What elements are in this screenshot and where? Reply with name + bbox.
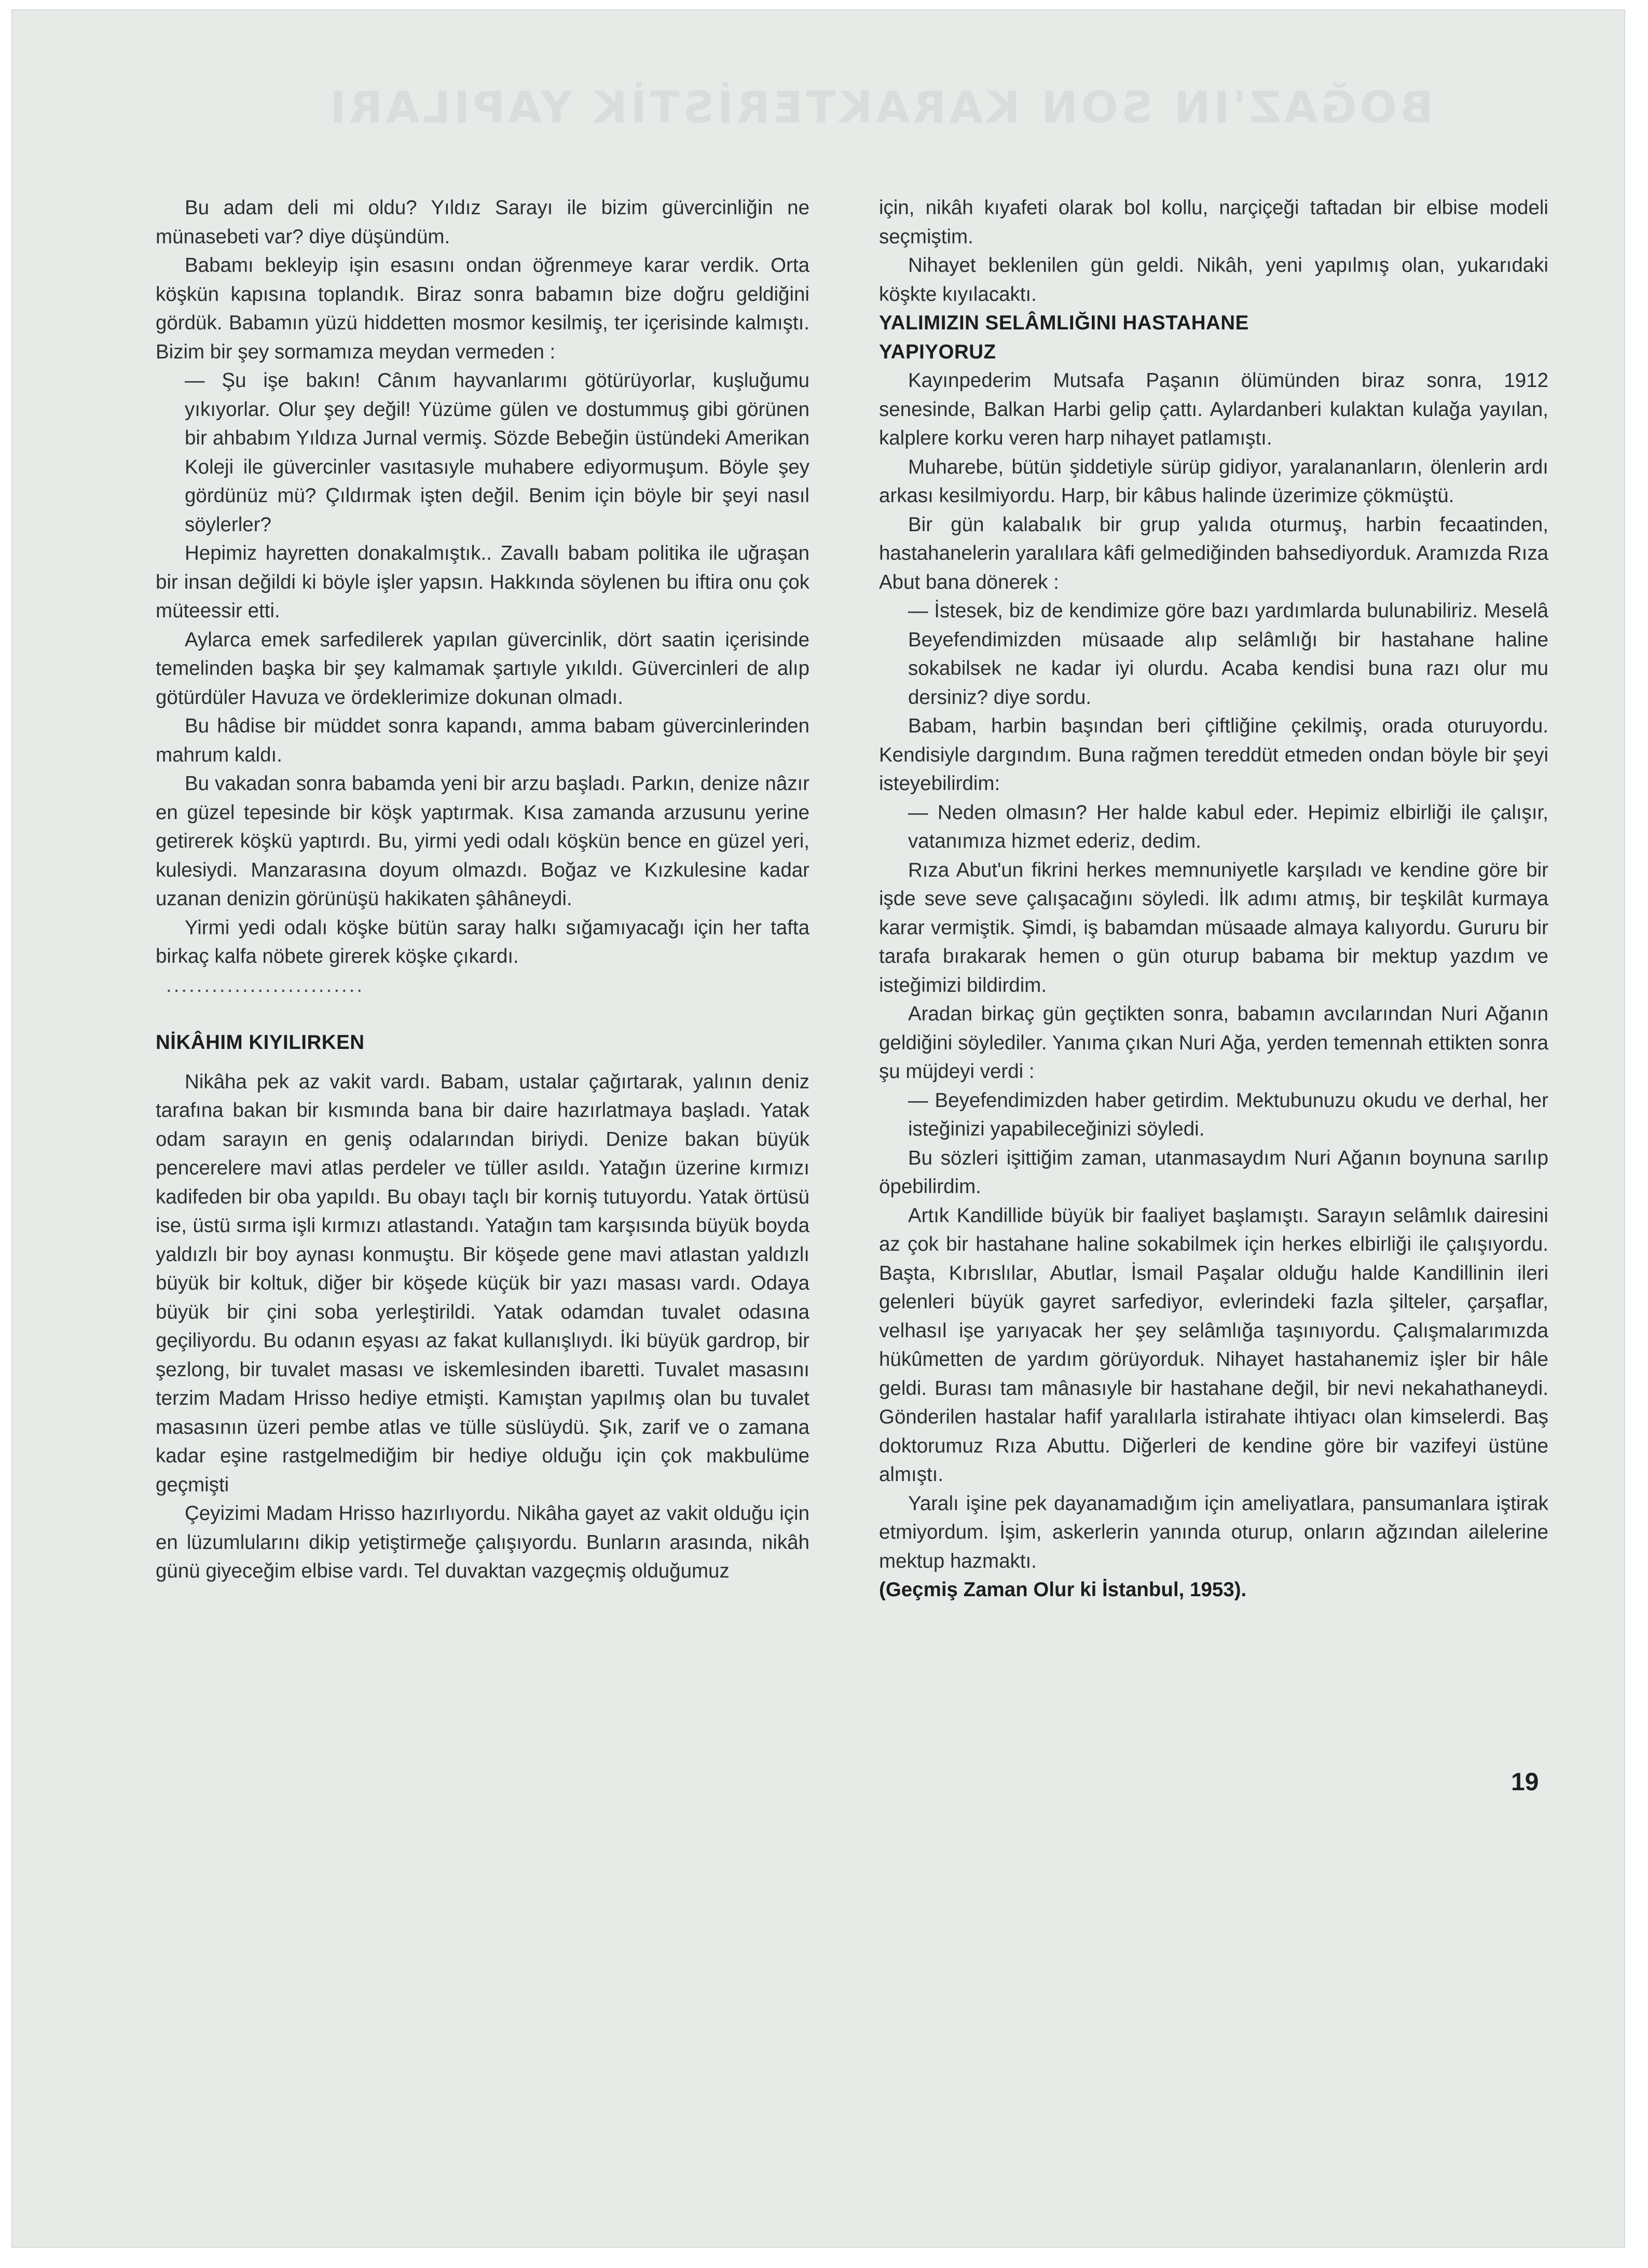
source-citation: (Geçmiş Zaman Olur ki İstanbul, 1953).: [879, 1579, 1247, 1601]
paragraph: Bu adam deli mi oldu? Yıldız Sarayı ile bizim güvercinliğin ne münasebeti var? diye düşündüm.: [156, 197, 809, 248]
paragraph: Çeyizimi Madam Hrisso hazırlıyordu. Nikâha gayet az vakit olduğu için en lüzumlularını dikip yetiştirmeğe çalışıyordu. Bunların arasında, nikâh günü giyeceğim elbise vardı. Tel duvaktan vazgeçmiş olduğumuz: [156, 1502, 809, 1582]
paragraph: Aradan birkaç gün geçtikten sonra, babamın avcılarından Nuri Ağanın geldiğini söylediler. Yanıma çıkan Nuri Ağa, yerden temennah ettikten sonra şu müjdeyi verdi :: [879, 1003, 1548, 1083]
paragraph: Babamı bekleyip işin esasını ondan öğrenmeye karar verdik. Orta köşkün kapısına toplandık. Biraz sonra babamın bize doğru geldiğini gördük. Babamın yüzü hiddetten mosmor kesilmiş, ter içerisinde kalmıştı. Bizim bir şey sormamıza meydan vermeden :: [156, 254, 809, 363]
spacer: [156, 1057, 809, 1068]
paragraph: Yaralı işine pek dayanamadığım için ameliyatlara, pansumanlara iştirak etmiyordum. İşim, askerlerin yanında oturup, onların ağzından ailelerine mektup hazmaktı.: [879, 1492, 1548, 1572]
dotted-separator: ..........................: [166, 974, 365, 997]
paragraph: Bir gün kalabalık bir grup yalıda oturmuş, harbin fecaatinden, hastahanelerin yaralılara kâfi gelmediğinden bahsediyorduk. Aramızda Rıza Abut bana dönerek :: [879, 513, 1548, 593]
dialogue-paragraph: — İstesek, biz de kendimize göre bazı yardımlarda bulunabiliriz. Meselâ Beyefendimizden müsaade alıp selâmlığı bir hastahane haline sokabilsek ne kadar iyi olurdu. Acaba kendisi buna razı olur mu dersiniz? diye sordu.: [908, 600, 1548, 709]
paragraph: Artık Kandillide büyük bir faaliyet başlamıştı. Sarayın selâmlık dairesini az çok bir hastahane haline sokabilmek için herkes elbirliği ile çalışıyordu. Başta, Kıbrıslılar, Abutlar, İsmail Paşalar olduğu halde Kandillinin ileri gelenleri büyük gayret sarfediyor, evlerindeki fazla şilteler, çarşaflar, velhasıl işe yarıyacak her şey selâmlığa taşınıyordu. Çalışmalarımızda hükûmetten de yardım görüyorduk. Nihayet hastahanemiz işler bir hâle geldi. Burası tam mânasıyle bir hastahane değil, bir nevi nekahathaneydi. Gönderilen hastalar hafif yaralılarla istirahate ihtiyacı olan kimselerdi. Baş doktorumuz Rıza Abuttu. Diğerleri de kendine göre bir vazifeyi üstüne almıştı.: [879, 1204, 1548, 1486]
paragraph: Hepimiz hayretten donakalmıştık.. Zavallı babam politika ile uğraşan bir insan değildi ki böyle işler yapsın. Hakkında söylenen bu iftira onu çok müteessir etti.: [156, 542, 809, 622]
section-heading-line-1: YALIMIZIN SELÂMLIĞINI HASTAHANE: [879, 312, 1249, 334]
dialogue-paragraph: — Neden olmasın? Her halde kabul eder. Hepimiz elbirliği ile çalışır, vatanımıza hizmet ederiz, dedim.: [908, 801, 1548, 852]
dialogue-paragraph: — Beyefendimizden haber getirdim. Mektubunuzu okudu ve derhal, her isteğinizi yapabileceğinizi söyledi.: [908, 1089, 1548, 1140]
paragraph: Rıza Abut'un fikrini herkes memnuniyetle karşıladı ve kendine göre bir işde seve seve çalışacağını söyledi. İlk adımı atmış, bir teşkilât kurmaya karar vermiştik. Şimdi, iş babamdan müsaade almaya kalıyordu. Gururu bir tarafa bırakarak hemen o gün oturup babama bir mektup yazdım ve isteğimizi bildirdim.: [879, 859, 1548, 997]
spacer: [156, 1000, 809, 1028]
paragraph: Babam, harbin başından beri çiftliğine çekilmiş, orada oturuyordu. Kendisiyle dargındım. Buna rağmen tereddüt etmeden ondan böyle bir şeyi isteyebilirdim:: [879, 715, 1548, 795]
paragraph: Muharebe, bütün şiddetiyle sürüp gidiyor, yaralananların, ölenlerin ardı arkası kesilmiyordu. Harp, bir kâbus halinde üzerimize çökmüştü.: [879, 455, 1548, 507]
right-column: [879, 193, 1548, 1605]
paragraph: Aylarca emek sarfedilerek yapılan güvercinlik, dört saatin içerisinde temelinden başka bir şey kalmamak şartıyle yıkıldı. Güvercinleri de alıp götürdüler Havuza ve ördeklerimize dokunan olmadı.: [156, 628, 809, 709]
paragraph: Yirmi yedi odalı köşke bütün saray halkı sığamıyacağı için her tafta birkaç kalfa nöbete girerek köşke çıkardı.: [156, 916, 809, 967]
paragraph: Nikâha pek az vakit vardı. Babam, ustalar çağırtarak, yalının deniz tarafına bakan bir kısmında bana bir daire hazırlatmaya başladı. Yatak odam sarayın en geniş odalarından biriydi. Denize bakan büyük pencerelere mavi atlas perdeler ve tüller asıldı. Yatağın üzerine kırmızı kadifeden bir oba yapıldı. Bu obayı taçlı bir korniş tutuyordu. Yatak örtüsü ise, üstü sırma işli kırmızı atlastandı. Yatağın tam karşısında büyük boyda yaldızlı bir boy aynası konmuştu. Bir köşede gene mavi atlastan yaldızlı büyük bir koltuk, diğer bir köşede küçük bir yazı masası vardı. Odaya büyük bir çini soba yerleştirildi. Yatak odamdan tuvalet odasına geçiliyordu. Bu odanın eşyası az fakat kullanışlıydı. İki büyük gardrop, bir şezlong, bir tuvalet masası ve iskemlesinden ibaretti. Tuvalet masasını terzim Madam Hrisso hediye etmişti. Kamıştan yapılmış olan bu tuvalet masasının üzeri pembe atlas ve tülle süslüydü. Şık, zarif ve o zamana kadar eşine rastgelmediğim bir hediye olduğu için çok makbulüme geçmişti: [156, 1070, 809, 1496]
magazine-page: [11, 9, 1625, 2248]
section-heading: NİKÂHIM KIYILIRKEN: [156, 1031, 365, 1054]
section-heading-line-2: YAPIYORUZ: [879, 340, 996, 363]
page-number: 19: [1511, 1768, 1539, 1796]
paragraph: Bu vakadan sonra babamda yeni bir arzu başladı. Parkın, denize nâzır en güzel tepesinde bir köşk yaptırmak. Kısa zamanda arzusunu yerine getirerek köşkü yaptırdı. Bu, yirmi yedi odalı köşkün bence en güzel yeri, kulesiydi. Manzarasına doyum olmazdı. Boğaz ve Kızkulesine kadar uzanan denizin görünüşü hakikaten şâhâneydi.: [156, 772, 809, 910]
dialogue-paragraph: — Şu işe bakın! Cânım hayvanlarımı götürüyorlar, kuşluğumu yıkıyorlar. Olur şey değil! Yüzüme gülen ve dostummuş gibi görünen bir ahbabım Yıldıza Jurnal vermiş. Sözde Bebeğin üstündeki Amerikan Koleji ile güvercinler vasıtasıyle muhabere ediyormuşum. Böyle şey gördünüz mü? Çıldırmak işten değil. Benim için böyle bir şeyi nasıl söylerler?: [185, 369, 809, 536]
left-column: [156, 193, 809, 1586]
paragraph: Bu sözleri işittiğim zaman, utanmasaydım Nuri Ağanın boynuna sarılıp öpebilirdim.: [879, 1146, 1548, 1198]
paragraph: için, nikâh kıyafeti olarak bol kollu, narçiçeği taftadan bir elbise modeli seçmiştim.: [879, 197, 1548, 248]
paragraph: Bu hâdise bir müddet sonra kapandı, amma babam güvercinlerinden mahrum kaldı.: [156, 715, 809, 766]
paragraph: Nihayet beklenilen gün geldi. Nikâh, yeni yapılmış olan, yukarıdaki köşkte kıyılacaktı.: [879, 254, 1548, 306]
paragraph: Kayınpederim Mutsafa Paşanın ölümünden biraz sonra, 1912 senesinde, Balkan Harbi gelip çattı. Aylardanberi kulaktan kulağa yayılan, kalplere korku veren harp nihayet patlamıştı.: [879, 369, 1548, 449]
mirrored-header-title: BOĞAZ'IN SON KARAKTERİSTİK YAPILARI: [326, 82, 1433, 133]
